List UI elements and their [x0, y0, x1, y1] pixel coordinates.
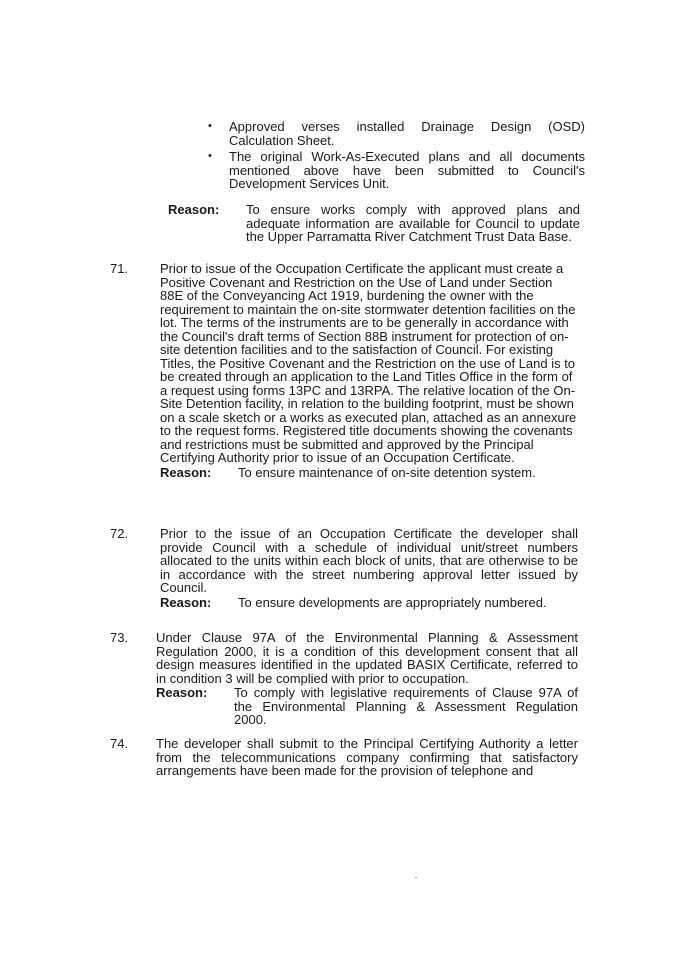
condition-number: 73.: [110, 630, 129, 645]
bullet-icon: •: [208, 150, 212, 162]
condition-text: The developer shall submit to the Principal Certifying Authority a letter from the telecommunications company confirming that satisfactory arrangements have been made for the provision of telephone and: [156, 736, 578, 778]
bullet-item: [205, 120, 585, 147]
bullet-item: [205, 150, 585, 191]
reason-text: To comply with legislative requirements of Clause 97A of the Environmental Planning & Assessment Regulation 2000.: [234, 685, 578, 727]
reason-text: To ensure developments are appropriately numbered.: [238, 594, 547, 610]
reason-label: Reason:: [156, 685, 208, 700]
condition-74: [110, 737, 578, 778]
reason-text: To ensure maintenance of on-site detention system.: [238, 464, 536, 480]
bullet-icon: •: [208, 120, 212, 132]
condition-text: Under Clause 97A of the Environmental Planning & Assessment Regulation 2000, it is a condition of this development consent that all design measures identified in the updated BASIX Certificate, referred to in condition 3 will be complied with prior to occupation.: [156, 630, 578, 686]
reason-label: Reason:: [160, 594, 212, 610]
condition-reason: [156, 686, 578, 727]
condition-reason: [160, 596, 578, 610]
top-reason: [168, 203, 580, 244]
condition-72: [110, 527, 578, 609]
condition-number: 74.: [110, 736, 129, 751]
condition-number: 71.: [110, 261, 129, 276]
reason-label: Reason:: [160, 464, 212, 480]
condition-text: Prior to the issue of an Occupation Certificate the developer shall provide Council with a schedule of individual unit/street numbers allocated to the units within each block of units, that are otherwise to be in accordance with the street numbering approval letter issued by Council.: [160, 526, 578, 595]
reason-label: Reason:: [168, 202, 220, 217]
bullet-list: [205, 120, 585, 194]
condition-71: [110, 262, 578, 479]
condition-number: 72.: [110, 526, 129, 541]
bullet-text: The original Work-As-Executed plans and all documents mentioned above have been submitted to Council's Development Services Unit.: [229, 149, 585, 191]
reason-text: To ensure works comply with approved plans and adequate information are available for Council to update the Upper Parramatta River Catchment Trust Data Base.: [246, 202, 580, 244]
bullet-text: Approved verses installed Drainage Design (OSD) Calculation Sheet.: [229, 119, 585, 148]
condition-reason: [160, 466, 578, 480]
scan-speck: [415, 877, 417, 878]
condition-73: [110, 631, 578, 727]
condition-text: Prior to issue of the Occupation Certificate the applicant must create a Positive Covenant and Restriction on the Use of Land under Section 88E of the Conveyancing Act 1919, burdening the owner with the requirement to maintain the on-site stormwater detention facilities on the lot. The terms of the instruments are to be generally in accordance with the Council's draft terms of Section 88B instrument for protection of on-site detention facilities and to the satisfaction of Council. For existing Titles, the Positive Covenant and the Restriction on the use of Land is to be created through an application to the Land Titles Office in the form of a request using forms 13PC and 13RPA. The relative location of the On-Site Detention facility, in relation to the building footprint, must be shown on a scale sketch or a works as executed plan, attached as an annexure to the request forms. Registered title documents showing the covenants and restrictions must be submitted and approved by the Principal Certifying Authority prior to issue of an Occupation Certificate.: [160, 261, 577, 465]
